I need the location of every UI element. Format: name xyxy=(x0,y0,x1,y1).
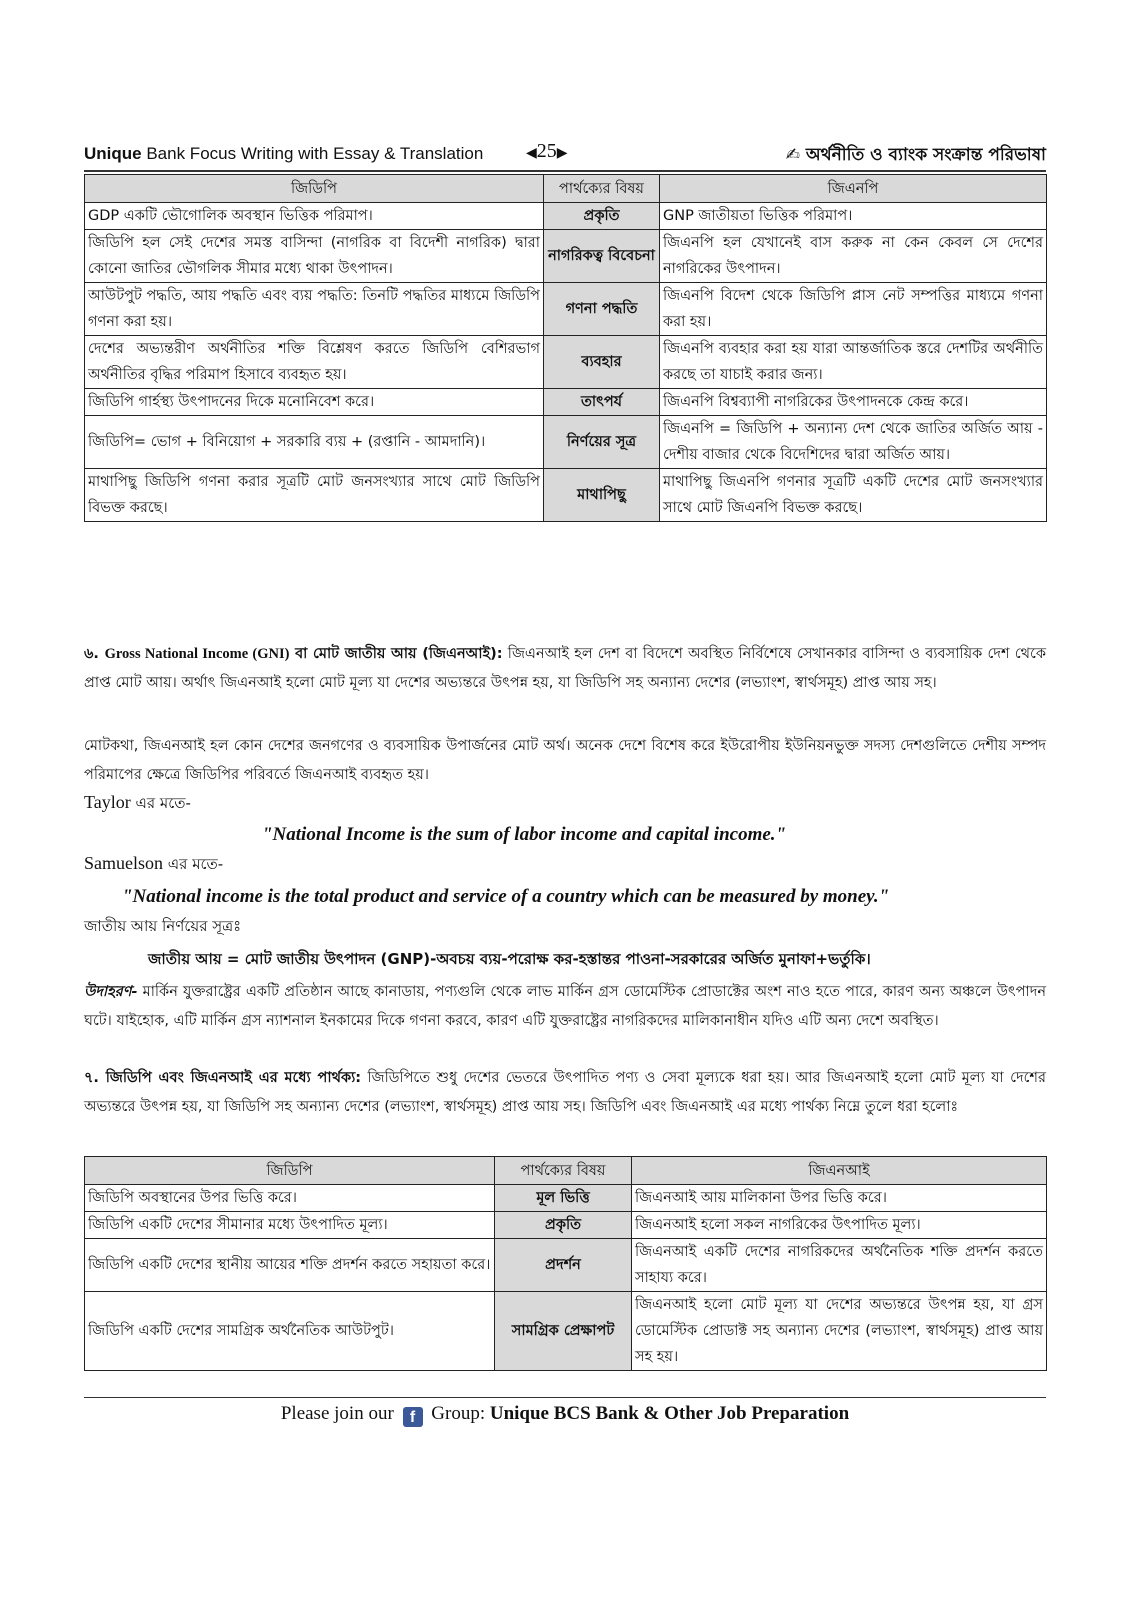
topic-cell: ব্যবহার xyxy=(544,336,660,389)
section-body: জিএনআই হল দেশ বা বিদেশে অবস্থিত নির্বিশেষে সেখানকার বাসিন্দা ও ব্যবসায়িক দেশ থেকে প্রাপ্ত মোট আয়। অর্থাৎ জিএনআই হলো মোট মূল্য যা দেশের অভ্যন্তরে উৎপন্ন হয়, যা জিডিপি সহ অন্যান্য দেশের (লভ্যাংশ, স্বার্থসমূহ) প্রাপ্ত আয় সহ। xyxy=(84,646,1047,691)
table-row xyxy=(85,1292,1047,1371)
facebook-icon: f xyxy=(403,1407,423,1427)
topic-cell: তাৎপর্য xyxy=(544,389,660,416)
section-6-paragraph: মোটকথা, জিএনআই হল কোন দেশের জনগণের ও ব্যবসায়িক উপার্জনের মোট অর্থ। অনেক দেশে বিশেষ করে ইউরোপীয় ইউনিয়নভুক্ত সদস্য দেশগুলিতে দেশীয় সম্পদ পরিমাপের ক্ষেত্রে জিডিপির পরিবর্তে জিএনআই ব্যবহৃত হয়। xyxy=(84,738,1046,783)
topic-cell: মূল ভিত্তি xyxy=(495,1185,632,1212)
gdp-cell: GDP একটি ভৌগোলিক অবস্থান ভিত্তিক পরিমাপ। xyxy=(85,203,544,230)
table-header-row xyxy=(85,175,1047,203)
gdp-cell: জিডিপি একটি দেশের স্থানীয় আয়ের শক্তি প্রদর্শন করতে সহায়তা করে। xyxy=(85,1239,495,1292)
samuelson-quote: "National income is the total product and service of a country which can be measured by money." xyxy=(122,886,890,907)
gdp-gnp-table xyxy=(84,174,1047,522)
gnp-cell: মাথাপিছু জিএনপি গণনার সূত্রটি একটি দেশের মোট জনসংখ্যার সাথে মোট জিএনপি বিভক্ত করছে। xyxy=(660,469,1047,522)
gdp-cell: জিডিপি একটি দেশের সীমানার মধ্যে উৎপাদিত মূল্য। xyxy=(85,1212,495,1239)
next-arrow-icon: ▶ xyxy=(556,146,568,161)
page-number: ◀25▶ xyxy=(526,140,568,162)
section-6-intro xyxy=(84,640,1046,698)
gdp-cell: জিডিপি গার্হস্থ্য উৎপাদনের দিকে মনোনিবেশ করে। xyxy=(85,389,544,416)
example-paragraph: উদাহরণ- মার্কিন যুক্তরাষ্ট্রের একটি প্রতিষ্ঠান আছে কানাডায়, পণ্যগুলি থেকে লাভ মার্কিন গ্রস ডোমেস্টিক প্রোডাক্টের অংশ নাও হতে পারে, কারণ অন্য অঞ্চলে উৎপাদন ঘটে। যাইহোক, এটি মার্কিন গ্রস ন্যাশনাল ইনকামের দিকে গণনা করবে, কারণ এটি যুক্তরাষ্ট্রের নাগরিকদের মালিকানাধীন যদিও এটি অন্য দেশে অবস্থিত। xyxy=(84,984,1046,1029)
example-label: উদাহরণ- xyxy=(84,984,138,1000)
gni-cell: জিএনআই হলো সকল নাগরিকের উৎপাদিত মূল্য। xyxy=(632,1212,1047,1239)
gnp-cell: জিএনপি = জিডিপি + অন্যান্য দেশ থেকে জাতির অর্জিত আয় - দেশীয় বাজার থেকে বিদেশিদের দ্বারা অর্জিত আয়। xyxy=(660,416,1047,469)
page-footer: Please join our f Group: Unique BCS Bank & Other Job Preparation xyxy=(280,1403,850,1426)
column-header: পার্থক্যের বিষয় xyxy=(544,175,660,203)
section-7-intro xyxy=(84,1064,1046,1122)
gdp-cell: জিডিপি= ভোগ + বিনিয়োগ + সরকারি ব্যয় + (রপ্তানি - আমদানি)। xyxy=(85,416,544,469)
table-header-row xyxy=(85,1157,1047,1185)
column-header: পার্থক্যের বিষয় xyxy=(495,1157,632,1185)
topic-cell: মাথাপিছু xyxy=(544,469,660,522)
table-row xyxy=(85,389,1047,416)
chapter-title: ✍ অর্থনীতি ও ব্যাংক সংক্রান্ত পরিভাষা xyxy=(785,145,1046,165)
table-row xyxy=(85,469,1047,522)
gdp-gni-table xyxy=(84,1156,1047,1371)
gnp-cell: GNP জাতীয়তা ভিত্তিক পরিমাপ। xyxy=(660,203,1047,230)
table-row xyxy=(85,230,1047,283)
section-heading: ৬. Gross National Income (GNI) বা মোট জাতীয় আয় (জিএনআই): xyxy=(84,646,503,662)
topic-cell: নির্ণয়ের সূত্র xyxy=(544,416,660,469)
formula-label: জাতীয় আয় নির্ণয়ের সূত্রঃ xyxy=(84,917,242,935)
table-row xyxy=(85,1212,1047,1239)
book-title: Unique Bank Focus Writing with Essay & Translation xyxy=(84,144,484,163)
column-header: জিডিপি xyxy=(85,1157,495,1185)
table-row xyxy=(85,416,1047,469)
gdp-cell: আউটপুট পদ্ধতি, আয় পদ্ধতি এবং ব্যয় পদ্ধতি: তিনটি পদ্ধতির মাধ্যমে জিডিপি গণনা করা হয়। xyxy=(85,283,544,336)
taylor-label: Taylor এর মতে- xyxy=(84,792,191,812)
column-header: জিএনপি xyxy=(660,175,1047,203)
topic-cell: গণনা পদ্ধতি xyxy=(544,283,660,336)
table-row xyxy=(85,1185,1047,1212)
gnp-cell: জিএনপি বিদেশ থেকে জিডিপি প্লাস নেট সম্পত্তির মাধ্যমে গণনা করা হয়। xyxy=(660,283,1047,336)
taylor-quote: "National Income is the sum of labor income and capital income." xyxy=(262,824,787,845)
gni-cell: জিএনআই একটি দেশের নাগরিকদের অর্থনৈতিক শক্তি প্রদর্শন করতে সাহায্য করে। xyxy=(632,1239,1047,1292)
gdp-cell: জিডিপি হল সেই দেশের সমস্ত বাসিন্দা (নাগরিক বা বিদেশী নাগরিক) দ্বারা কোনো জাতির ভৌগলিক সীমার মধ্যে থাকা উৎপাদন। xyxy=(85,230,544,283)
section-body: জিডিপিতে শুধু দেশের ভেতরে উৎপাদিত পণ্য ও সেবা মূল্যকে ধরা হয়। আর জিএনআই হলো মোট মূল্য যা দেশের অভ্যন্তরে উৎপন্ন হয়, যা জিডিপি সহ অন্যান্য দেশের (লভ্যাংশ, স্বার্থসমূহ) প্রাপ্ত আয় সহ। জিডিপি এবং জিএনআই এর মধ্যে পার্থক্য নিম্নে তুলে ধরা হলোঃ xyxy=(84,1070,1046,1115)
topic-cell: প্রদর্শন xyxy=(495,1239,632,1292)
gnp-cell: জিএনপি বিশ্বব্যাপী নাগরিকের উৎপাদনকে কেন্দ্র করে। xyxy=(660,389,1047,416)
table-row xyxy=(85,1239,1047,1292)
gdp-cell: জিডিপি অবস্থানের উপর ভিত্তি করে। xyxy=(85,1185,495,1212)
page-header xyxy=(84,140,1046,172)
topic-cell: সামগ্রিক প্রেক্ষাপট xyxy=(495,1292,632,1371)
gdp-cell: মাথাপিছু জিডিপি গণনা করার সূত্রটি মোট জনসংখ্যার সাথে মোট জিডিপি বিভক্ত করছে। xyxy=(85,469,544,522)
footer-divider xyxy=(84,1397,1046,1398)
gdp-cell: জিডিপি একটি দেশের সামগ্রিক অর্থনৈতিক আউটপুট। xyxy=(85,1292,495,1371)
prev-arrow-icon: ◀ xyxy=(526,146,537,161)
gdp-cell: দেশের অভ্যন্তরীণ অর্থনীতির শক্তি বিশ্লেষণ করতে জিডিপি বেশিরভাগ অর্থনীতির বৃদ্ধির পরিমাপ হিসাবে ব্যবহৃত হয়। xyxy=(85,336,544,389)
table-row xyxy=(85,336,1047,389)
gnp-cell: জিএনপি ব্যবহার করা হয় যারা আন্তর্জাতিক স্তরে দেশটির অর্থনীতি করছে তা যাচাই করার জন্য। xyxy=(660,336,1047,389)
topic-cell: প্রকৃতি xyxy=(544,203,660,230)
table-row xyxy=(85,283,1047,336)
samuelson-label: Samuelson এর মতে- xyxy=(84,853,224,873)
table-row xyxy=(85,203,1047,230)
gnp-cell: জিএনপি হল যেখানেই বাস করুক না কেন কেবল সে দেশের নাগরিকের উৎপাদন। xyxy=(660,230,1047,283)
column-header: জিএনআই xyxy=(632,1157,1047,1185)
column-header: জিডিপি xyxy=(85,175,544,203)
section-heading: ৭. জিডিপি এবং জিএনআই এর মধ্যে পার্থক্য: xyxy=(84,1070,362,1086)
gni-cell: জিএনআই আয় মালিকানা উপর ভিত্তি করে। xyxy=(632,1185,1047,1212)
facebook-group-name: Unique BCS Bank & Other Job Preparation xyxy=(489,1403,850,1424)
national-income-formula: জাতীয় আয় = মোট জাতীয় উৎপাদন (GNP)-অবচয় ব্যয়-পরোক্ষ কর-হস্তান্তর পাওনা-সরকারের অর্জিত মুনাফা+ভর্তুকি। xyxy=(148,950,871,968)
topic-cell: নাগরিকত্ব বিবেচনা xyxy=(544,230,660,283)
gni-cell: জিএনআই হলো মোট মূল্য যা দেশের অভ্যন্তরে উৎপন্ন হয়, যা গ্রস ডোমেস্টিক প্রোডাক্ট সহ অন্যান্য দেশের (লভ্যাংশ, স্বার্থসমূহ) প্রাপ্ত আয় সহ হয়। xyxy=(632,1292,1047,1371)
topic-cell: প্রকৃতি xyxy=(495,1212,632,1239)
